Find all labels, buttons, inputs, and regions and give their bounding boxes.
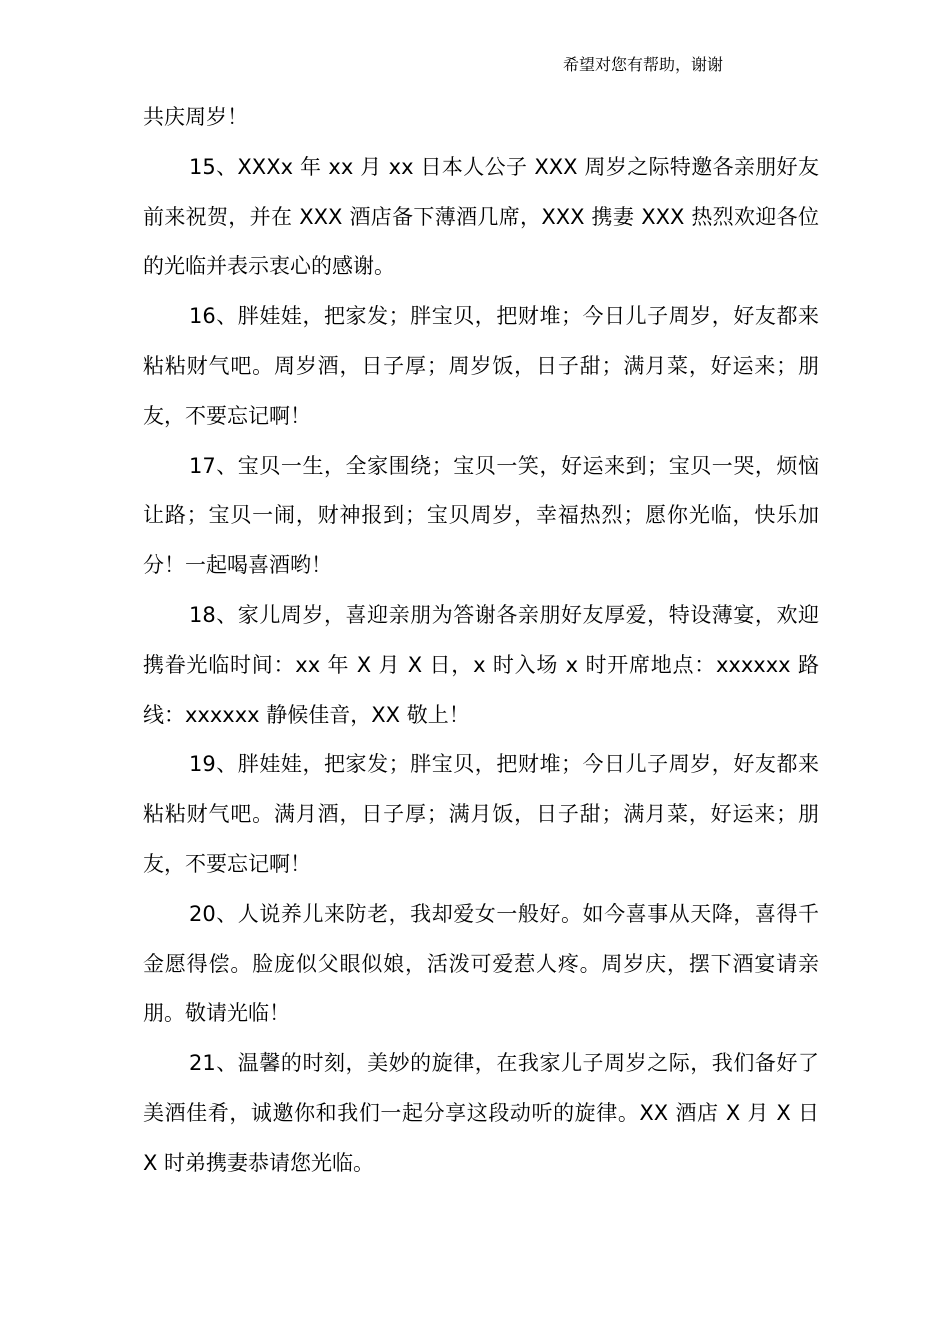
page-header-text: 希望对您有帮助，谢谢 [563,55,724,74]
paragraph-16: 16、胖娃娃，把家发；胖宝贝，把财堆；今日儿子周岁，好友都来粘粘财气吧。周岁酒，日子厚；周岁饭，日子甜；满月菜，好运来；朋友，不要忘记啊！ [143,304,819,428]
document-body [143,93,819,1189]
paragraph-21: 21、温馨的时刻，美妙的旋律，在我家儿子周岁之际，我们备好了美酒佳肴，诚邀你和我们一起分享这段动听的旋律。XX 酒店 X 月 X 日 X 时弟携妻恭请您光临。 [143,1051,819,1175]
paragraph-19: 19、胖娃娃，把家发；胖宝贝，把财堆；今日儿子周岁，好友都来粘粘财气吧。满月酒，日子厚；满月饭，日子甜；满月菜，好运来；朋友，不要忘记啊！ [143,752,819,876]
paragraph-17: 17、宝贝一生，全家围绕；宝贝一笑，好运来到；宝贝一哭，烦恼让路；宝贝一闹，财神报到；宝贝周岁，幸福热烈；愿你光临，快乐加分！一起喝喜酒哟！ [143,453,819,578]
paragraph-continuation: 共庆周岁！ [143,105,248,129]
paragraph-15: 15、XXXx 年 xx 月 xx 日本人公子 XXX 周岁之际特邀各亲朋好友前来祝贺，并在 XXX 酒店备下薄酒几席，XXX 携妻 XXX 热烈欢迎各位的光临并表示衷心的感谢。 [143,154,819,279]
paragraph-20: 20、人说养儿来防老，我却爱女一般好。如今喜事从天降，喜得千金愿得偿。脸庞似父眼似娘，活泼可爱惹人疼。周岁庆，摆下酒宴请亲朋。敬请光临！ [143,901,819,1026]
paragraph-18: 18、家儿周岁，喜迎亲朋为答谢各亲朋好友厚爱，特设薄宴，欢迎携眷光临时间：xx 年 X 月 X 日，x 时入场 x 时开席地点：xxxxxx 路线：xxxxxx 静候佳音，XX 敬上！ [143,602,819,727]
